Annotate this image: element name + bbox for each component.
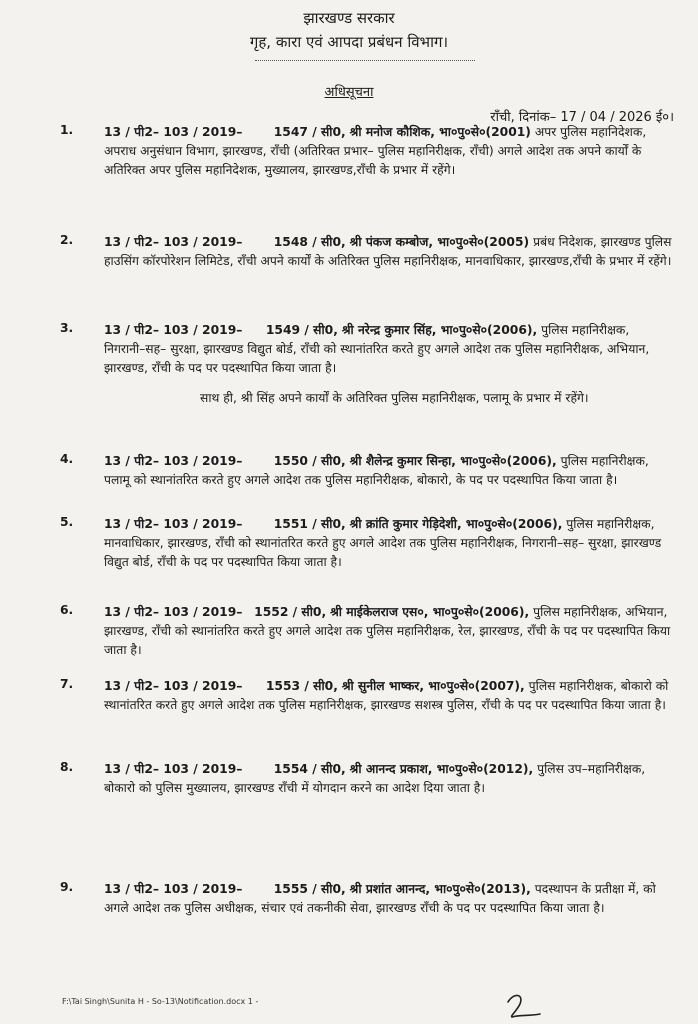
item-text: [104, 760, 674, 798]
item-number: 5.: [60, 515, 74, 529]
item-ref: 13 / पी2– 103 / 2019–: [104, 762, 243, 776]
item-officer: श्री शैलेन्द्र कुमार सिन्हा, भा०पु०से०(2006),: [349, 454, 557, 468]
item-officer: श्री माईकेलराज एस०, भा०पु०से०(2006),: [330, 605, 530, 619]
item-order-no: 1550 / सी0,: [273, 454, 346, 468]
item-body: अपर पुलिस महानिदेशक, अपराध अनुसंधान विभाग, झारखण्ड, राँची (अतिरिक्त प्रभार– पुलिस महानिरीक्षक, राँची) अगले आदेश तक अपने कार्यों के अतिरिक्त अपर पुलिस महानिदेशक, मुख्यालय, झारखण्ड,राँची के प्रभार में रहेंगे।: [104, 125, 647, 177]
item-number: 3.: [60, 321, 74, 335]
item-text: [104, 603, 674, 660]
item-officer: श्री पंकज कम्बोज, भा०पु०से०(2005): [349, 235, 530, 249]
item-ref: 13 / पी2– 103 / 2019–: [104, 517, 243, 531]
item-order-no: 1554 / सी0,: [273, 762, 346, 776]
item-officer: श्री मनोज कौशिक, भा०पु०से०(2001): [349, 125, 531, 139]
item-text: [104, 233, 674, 271]
signature-mark: [504, 990, 564, 1020]
item-ref: 13 / पी2– 103 / 2019–: [104, 454, 243, 468]
item-number: 7.: [60, 677, 74, 691]
item-officer: श्री नरेन्द्र कुमार सिंह, भा०पु०से०(2006),: [341, 323, 538, 337]
item-order-no: 1547 / सी0,: [273, 125, 346, 139]
item-body: पुलिस महानिरीक्षक, पलामू को स्थानांतरित करते हुए अगले आदेश तक पुलिस महानिरीक्षक, बोकारो, के पद पर पदस्थापित किया जाता है।: [104, 454, 649, 487]
item-text: [104, 677, 674, 715]
item-ref: 13 / पी2– 103 / 2019–: [104, 125, 243, 139]
department-name: गृह, कारा एवं आपदा प्रबंधन विभाग।: [249, 33, 449, 51]
item-number: 2.: [60, 233, 74, 247]
item-order-no: 1552 / सी0,: [254, 605, 327, 619]
item-text: [104, 321, 674, 378]
item-text: [104, 880, 674, 918]
item-body: प्रबंध निदेशक, झारखण्ड पुलिस हाउसिंग कॉरपोरेशन लिमिटेड, राँची अपने कार्यों के अतिरिक्त पुलिस महानिरीक्षक, मानवाधिकार, झारखण्ड,राँची के प्रभार में रहेंगे।: [104, 235, 672, 268]
item-order-no: 1553 / सी0,: [265, 679, 338, 693]
item-officer: श्री आनन्द प्रकाश, भा०पु०से०(2012),: [349, 762, 534, 776]
item-text: [104, 452, 674, 490]
item-body: पुलिस महानिरीक्षक, बोकारो को स्थानांतरित करते हुए अगले आदेश तक पुलिस महानिरीक्षक, झारखण्ड सशस्त्र पुलिस, राँची के पद पर पदस्थापित किया जाता है।: [104, 679, 669, 712]
item-ref: 13 / पी2– 103 / 2019–: [104, 882, 243, 896]
item-number: 1.: [60, 123, 74, 137]
item-text: [104, 515, 674, 572]
file-path-footer: F:\Tai Singh\Sunita H - So-13\Notification.docx 1 -: [62, 997, 259, 1006]
item-body: पुलिस महानिरीक्षक, अभियान, झारखण्ड, राँची को स्थानांतरित करते हुए अगले आदेश तक पुलिस महानिरीक्षक, रेल, झारखण्ड, राँची के पद पर पदस्थापित किया जाता है।: [104, 605, 671, 657]
item-extra: साथ ही, श्री सिंह अपने कार्यों के अतिरिक्त पुलिस महानिरीक्षक, पलामू के प्रभार में रहेंगे।: [200, 391, 589, 405]
item-body: पुलिस महानिरीक्षक, निगरानी–सह– सुरक्षा, झारखण्ड विद्युत बोर्ड, राँची को स्थानांतरित करते हुए अगले आदेश तक पुलिस महानिरीक्षक, अभियान, झारखण्ड, राँची के पद पर पदस्थापित किया जाता है।: [104, 323, 650, 375]
item-order-no: 1555 / सी0,: [273, 882, 346, 896]
item-number: 8.: [60, 760, 74, 774]
item-order-no: 1551 / सी0,: [273, 517, 346, 531]
item-officer: श्री सुनील भाष्कर, भा०पु०से०(2007),: [341, 679, 525, 693]
item-number: 6.: [60, 603, 74, 617]
item-body: पुलिस महानिरीक्षक, मानवाधिकार, झारखण्ड, राँची को स्थानांतरित करते हुए अगले आदेश तक पुलिस महानिरीक्षक, निगरानी–सह– सुरक्षा, झारखण्ड विद्युत बोर्ड, राँची के पद पर पदस्थापित किया जाता है।: [104, 517, 662, 569]
item-text: [104, 123, 674, 180]
item-body: पदस्थापन के प्रतीक्षा में, को अगले आदेश तक पुलिस अधीक्षक, संचार एवं तकनीकी सेवा, झारखण्ड राँची के पद पर पदस्थापित किया जाता है।: [104, 882, 656, 915]
dateline: राँची, दिनांक– 17 / 04 / 2026 ई०।: [490, 110, 674, 125]
header-divider: [255, 60, 475, 65]
item-officer: श्री क्रांति कुमार गेड़िदेशी, भा०पु०से०(2006),: [349, 517, 563, 531]
item-ref: 13 / पी2– 103 / 2019–: [104, 679, 243, 693]
govt-name: झारखण्ड सरकार: [303, 9, 395, 27]
notification-title: अधिसूचना: [324, 85, 374, 100]
item-order-no: 1548 / सी0,: [273, 235, 346, 249]
item-officer: श्री प्रशांत आनन्द, भा०पु०से०(2013),: [349, 882, 531, 896]
item-order-no: 1549 / सी0,: [265, 323, 338, 337]
item-ref: 13 / पी2– 103 / 2019–: [104, 605, 243, 619]
item-number: 4.: [60, 452, 74, 466]
item-ref: 13 / पी2– 103 / 2019–: [104, 235, 243, 249]
item-ref: 13 / पी2– 103 / 2019–: [104, 323, 243, 337]
item-number: 9.: [60, 880, 74, 894]
item-body: पुलिस उप–महानिरीक्षक, बोकारो को पुलिस मुख्यालय, झारखण्ड राँची में योगदान करने का आदेश दिया जाता है।: [104, 762, 646, 795]
